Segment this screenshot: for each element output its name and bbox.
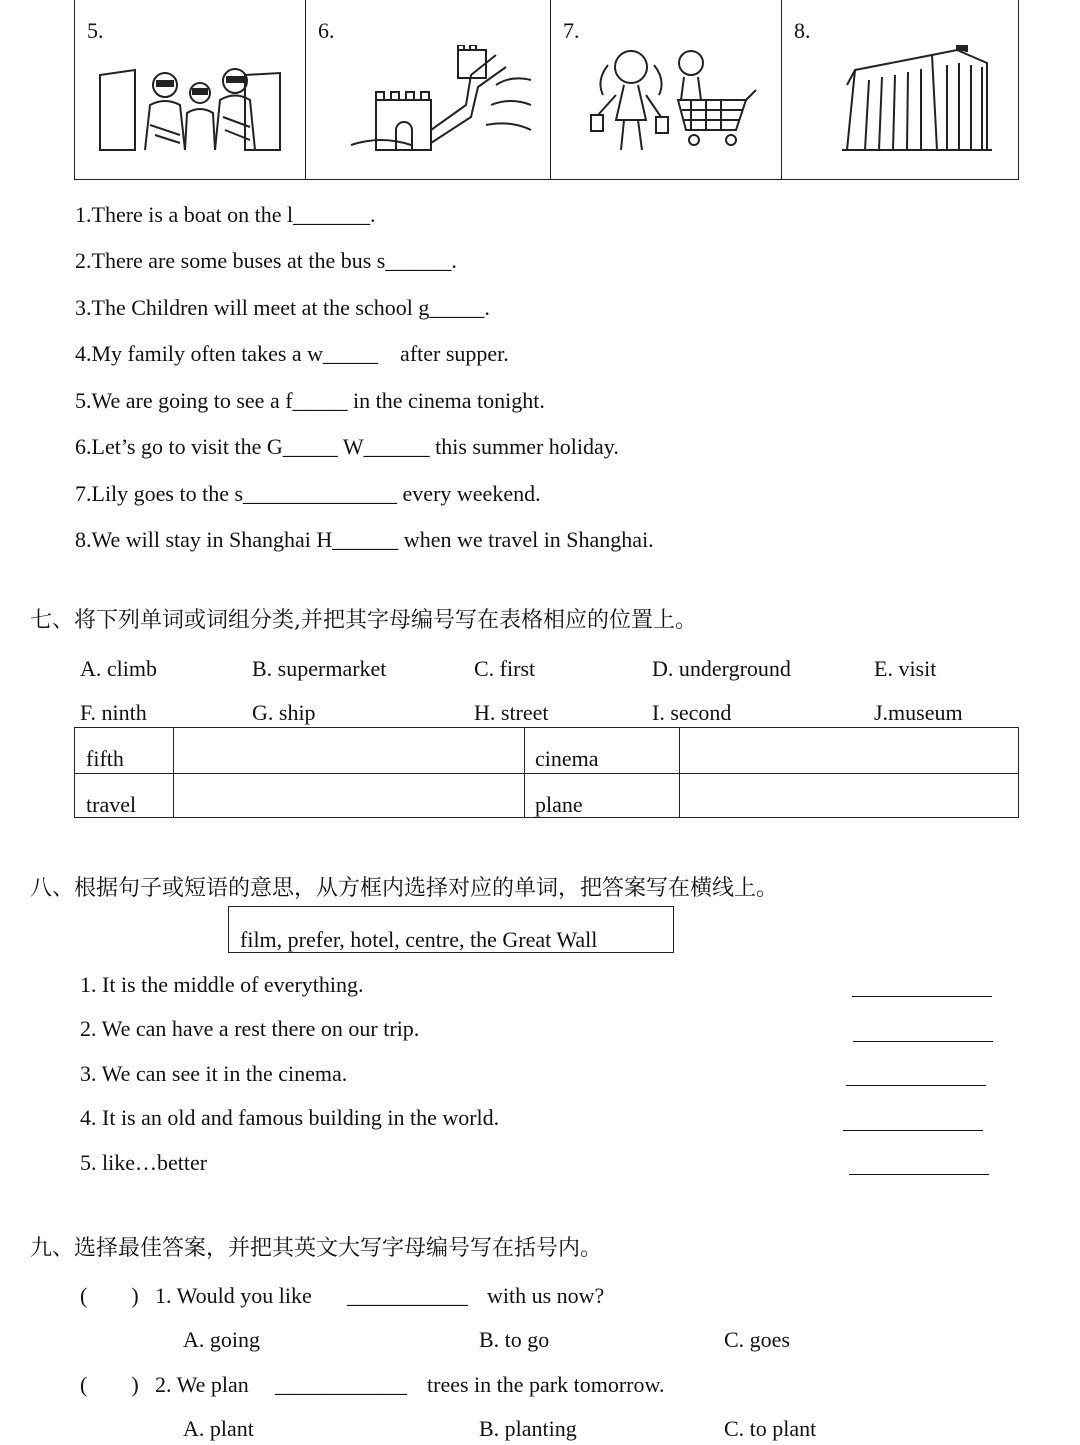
picture-number: 7. [563, 18, 580, 43]
table-divider [679, 728, 680, 817]
section-8-title: 八、根据句子或短语的意思，从方框内选择对应的单词，把答案写在横线上。 [30, 876, 779, 901]
fill-sentence-2: 2.There are some buses at the bus s______. [75, 248, 457, 273]
word-option: E. visit [874, 656, 937, 681]
question-stem: 2. We plan [155, 1372, 249, 1397]
question-blank: ____________ [275, 1372, 407, 1397]
table-category-label: travel [86, 792, 137, 817]
definition-item-3: 3. We can see it in the cinema. [80, 1061, 348, 1086]
answer-line[interactable] [849, 1174, 989, 1175]
hotel-building-icon [837, 45, 997, 155]
picture-cell-6 [306, 0, 551, 179]
fill-sentence-3: 3.The Children will meet at the school g_____. [75, 295, 490, 320]
definition-item-1: 1. It is the middle of everything. [80, 972, 364, 997]
section-7-title: 七、将下列单词或词组分类,并把其字母编号写在表格相应的位置上。 [30, 608, 697, 633]
cinema-audience-icon [95, 55, 285, 160]
table-divider [173, 728, 174, 817]
picture-number: 6. [318, 18, 335, 43]
answer-line[interactable] [853, 1041, 993, 1042]
table-category-label: cinema [535, 746, 599, 771]
table-category-label: plane [535, 792, 583, 817]
picture-number: 5. [87, 18, 104, 43]
fill-sentence-6: 6.Let’s go to visit the G_____ W______ this summer holiday. [75, 434, 619, 459]
word-option: C. first [474, 656, 536, 681]
picture-number: 8. [794, 18, 811, 43]
question-stem-end: trees in the park tomorrow. [427, 1372, 665, 1397]
choice-option: B. planting [479, 1416, 577, 1441]
picture-cell-7 [551, 0, 782, 179]
word-option: H. street [474, 700, 549, 725]
definition-item-4: 4. It is an old and famous building in the world. [80, 1105, 500, 1130]
fill-sentence-8: 8.We will stay in Shanghai H______ when we travel in Shanghai. [75, 527, 654, 552]
choice-option: C. goes [724, 1327, 790, 1352]
fill-sentence-7: 7.Lily goes to the s______________ every weekend. [75, 481, 541, 506]
choice-option: B. to go [479, 1327, 550, 1352]
classification-table [74, 727, 1019, 818]
word-option: J.museum [874, 700, 963, 725]
word-box [228, 906, 674, 953]
picture-cell-8 [782, 0, 1018, 179]
word-option: I. second [652, 700, 732, 725]
word-option: F. ninth [80, 700, 147, 725]
picture-table [74, 0, 1019, 180]
table-divider [524, 728, 525, 817]
word-option: G. ship [252, 700, 316, 725]
definition-item-2: 2. We can have a rest there on our trip. [80, 1016, 420, 1041]
question-stem: 1. Would you like [155, 1283, 312, 1308]
fill-sentence-5: 5.We are going to see a f_____ in the cinema tonight. [75, 388, 545, 413]
word-option: A. climb [80, 656, 157, 681]
table-divider [75, 773, 1018, 774]
question-stem-end: with us now? [487, 1283, 605, 1308]
answer-line[interactable] [843, 1130, 983, 1131]
great-wall-icon [346, 45, 536, 155]
choice-option: A. plant [183, 1416, 254, 1441]
choice-option: A. going [183, 1327, 260, 1352]
answer-line[interactable] [846, 1085, 986, 1086]
word-option: D. underground [652, 656, 791, 681]
question-blank: ___________ [347, 1283, 468, 1308]
word-option: B. supermarket [252, 656, 387, 681]
table-category-label: fifth [86, 746, 124, 771]
picture-cell-5 [75, 0, 306, 179]
answer-line[interactable] [852, 996, 992, 997]
shopping-girls-icon [586, 45, 761, 155]
choice-option: C. to plant [724, 1416, 817, 1441]
section-9-title: 九、选择最佳答案，并把其英文大写字母编号写在括号内。 [30, 1236, 603, 1261]
answer-bracket[interactable]: ( ) [80, 1372, 139, 1397]
word-box-text: film, prefer, hotel, centre, the Great Wall [240, 927, 598, 952]
fill-sentence-4: 4.My family often takes a w_____ after supper. [75, 341, 509, 366]
answer-bracket[interactable]: ( ) [80, 1283, 139, 1308]
fill-sentence-1: 1.There is a boat on the l_______. [75, 202, 376, 227]
definition-item-5: 5. like…better [80, 1150, 208, 1175]
